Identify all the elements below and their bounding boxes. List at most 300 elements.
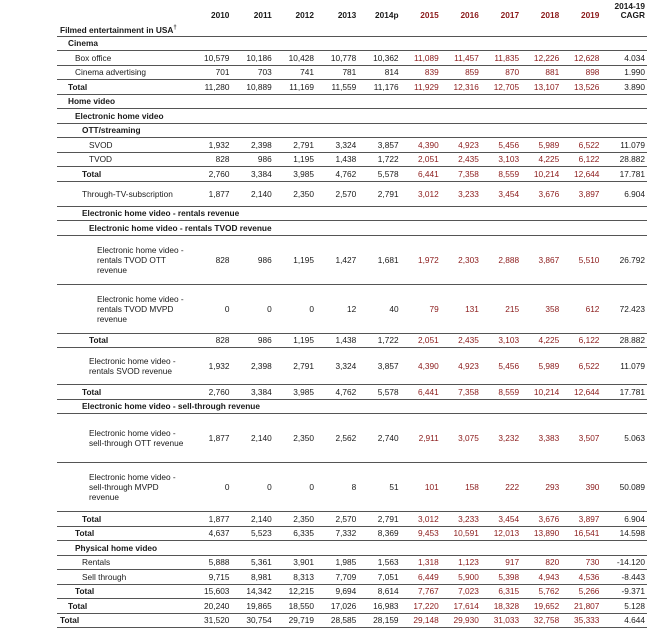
table-row <box>57 570 647 585</box>
row-label <box>57 22 647 36</box>
value-cell: 820 <box>521 555 561 570</box>
value-cell: 3,454 <box>481 181 521 206</box>
row-label <box>57 167 189 182</box>
row-label-text: Total <box>68 81 88 92</box>
value-cell: 2,791 <box>358 181 400 206</box>
row-label-text: Electronic home video - sell-through MVPD revenue <box>89 472 176 502</box>
value-cell: 986 <box>231 333 273 348</box>
value-cell: 1,123 <box>441 555 481 570</box>
value-cell: 3,867 <box>521 235 561 284</box>
value-cell: 31,033 <box>481 613 521 628</box>
table-row <box>57 206 647 221</box>
value-cell: 293 <box>521 463 561 512</box>
cagr-cell: 1.990 <box>601 65 647 80</box>
value-cell: 1,427 <box>316 235 358 284</box>
value-cell: 4,762 <box>316 385 358 400</box>
value-cell: 0 <box>274 463 316 512</box>
row-label <box>57 51 189 66</box>
value-cell: 5,523 <box>231 526 273 541</box>
value-cell: 4,225 <box>521 152 561 167</box>
cagr-cell: 17.781 <box>601 385 647 400</box>
value-cell: 19,652 <box>521 599 561 614</box>
cagr-cell: -14.120 <box>601 555 647 570</box>
value-cell: 358 <box>521 284 561 333</box>
value-cell: 6,449 <box>401 570 441 585</box>
value-cell: 3,233 <box>441 512 481 527</box>
value-cell: 215 <box>481 284 521 333</box>
year-header: 2013 <box>337 10 357 20</box>
value-cell: 1,195 <box>274 333 316 348</box>
value-cell: 5,900 <box>441 570 481 585</box>
table-row <box>57 51 647 66</box>
cagr-cell: 28.882 <box>601 152 647 167</box>
value-cell: 5,361 <box>231 555 273 570</box>
value-cell: 12 <box>316 284 358 333</box>
row-label <box>57 206 647 221</box>
table-body <box>57 22 647 628</box>
value-cell: 5,578 <box>358 167 400 182</box>
cagr-header <box>601 0 647 22</box>
value-cell: 2,140 <box>231 512 273 527</box>
value-cell: 898 <box>561 65 601 80</box>
value-cell: 4,943 <box>521 570 561 585</box>
row-label <box>57 584 189 599</box>
value-cell: 1,438 <box>316 152 358 167</box>
value-cell: 0 <box>189 284 231 333</box>
value-cell: 2,791 <box>358 512 400 527</box>
value-cell: 703 <box>231 65 273 80</box>
value-cell: 7,051 <box>358 570 400 585</box>
table-row <box>57 541 647 556</box>
value-cell: 3,384 <box>231 385 273 400</box>
table-row <box>57 22 647 36</box>
cagr-cell: 6.904 <box>601 512 647 527</box>
row-label-text: Electronic home video - sell-through revenue <box>82 401 260 412</box>
value-cell: 10,186 <box>231 51 273 66</box>
value-cell: 29,930 <box>441 613 481 628</box>
row-label-text: Home video <box>68 96 116 107</box>
value-cell: 222 <box>481 463 521 512</box>
value-cell: 4,225 <box>521 333 561 348</box>
value-cell: 6,522 <box>561 348 601 385</box>
value-cell: 5,888 <box>189 555 231 570</box>
value-cell: 3,103 <box>481 333 521 348</box>
year-header: 2014p <box>375 10 399 20</box>
value-cell: 51 <box>358 463 400 512</box>
value-cell: 2,398 <box>231 348 273 385</box>
row-label <box>57 94 647 109</box>
value-cell: 3,384 <box>231 167 273 182</box>
value-cell: 2,562 <box>316 414 358 463</box>
cagr-cell: -8.443 <box>601 570 647 585</box>
row-label-text: Cinema advertising <box>75 67 147 78</box>
value-cell: 3,897 <box>561 512 601 527</box>
value-cell: 3,075 <box>441 414 481 463</box>
value-cell: 5,578 <box>358 385 400 400</box>
row-label <box>57 109 647 124</box>
value-cell: 13,526 <box>561 80 601 95</box>
table-row <box>57 36 647 51</box>
value-cell: 7,358 <box>441 385 481 400</box>
table-row <box>57 284 647 333</box>
value-cell: 11,835 <box>481 51 521 66</box>
value-cell: 1,722 <box>358 152 400 167</box>
value-cell: 6,315 <box>481 584 521 599</box>
value-cell: 3,985 <box>274 167 316 182</box>
value-cell: 5,989 <box>521 138 561 153</box>
value-cell: 4,923 <box>441 348 481 385</box>
value-cell: 2,911 <box>401 414 441 463</box>
value-cell: 3,676 <box>521 512 561 527</box>
value-cell: 12,215 <box>274 584 316 599</box>
row-label-text: SVOD <box>89 139 113 150</box>
value-cell: 5,989 <box>521 348 561 385</box>
row-label <box>57 152 189 167</box>
table-row <box>57 613 647 628</box>
value-cell: 28,159 <box>358 613 400 628</box>
value-cell: 11,089 <box>401 51 441 66</box>
value-cell: 40 <box>358 284 400 333</box>
filmed-entertainment-table <box>57 0 647 628</box>
row-label-text: Electronic home video - rentals TVOD MVPD revenue <box>97 293 184 324</box>
value-cell: 1,195 <box>274 235 316 284</box>
row-label <box>57 123 647 138</box>
value-cell: 3,507 <box>561 414 601 463</box>
value-cell: 16,541 <box>561 526 601 541</box>
table-row <box>57 414 647 463</box>
value-cell: 11,176 <box>358 80 400 95</box>
value-cell: 2,760 <box>189 385 231 400</box>
value-cell: 2,350 <box>274 512 316 527</box>
row-label-text: Total <box>68 600 88 611</box>
footnote-marker: † <box>173 24 177 31</box>
row-label-text: Electronic home video <box>75 110 164 121</box>
value-cell: 9,453 <box>401 526 441 541</box>
value-cell: 0 <box>231 463 273 512</box>
value-cell: 6,441 <box>401 167 441 182</box>
value-cell: 612 <box>561 284 601 333</box>
year-header: 2010 <box>210 10 230 20</box>
value-cell: 1,318 <box>401 555 441 570</box>
table-row <box>57 526 647 541</box>
row-label <box>57 599 189 614</box>
year-header: 2018 <box>540 10 560 20</box>
cagr-cell: -9.371 <box>601 584 647 599</box>
value-cell: 3,857 <box>358 138 400 153</box>
row-label-text: Sell through <box>82 571 127 582</box>
value-cell: 1,563 <box>358 555 400 570</box>
cagr-cell: 11.079 <box>601 138 647 153</box>
value-cell: 4,762 <box>316 167 358 182</box>
value-cell: 9,715 <box>189 570 231 585</box>
table-row <box>57 80 647 95</box>
table-header-row <box>57 0 647 22</box>
value-cell: 6,335 <box>274 526 316 541</box>
value-cell: 3,012 <box>401 512 441 527</box>
value-cell: 701 <box>189 65 231 80</box>
value-cell: 17,220 <box>401 599 441 614</box>
table-row <box>57 512 647 527</box>
cagr-cell: 4.034 <box>601 51 647 66</box>
cagr-cell: 28.882 <box>601 333 647 348</box>
value-cell: 2,051 <box>401 152 441 167</box>
value-cell: 7,358 <box>441 167 481 182</box>
table-row <box>57 167 647 182</box>
value-cell: 10,214 <box>521 167 561 182</box>
year-header: 2011 <box>253 10 272 20</box>
value-cell: 10,889 <box>231 80 273 95</box>
cagr-cell: 26.792 <box>601 235 647 284</box>
value-cell: 10,214 <box>521 385 561 400</box>
value-cell: 2,303 <box>441 235 481 284</box>
value-cell: 1,681 <box>358 235 400 284</box>
value-cell: 1,985 <box>316 555 358 570</box>
row-label-text: Total <box>75 528 95 539</box>
row-label-text: Total <box>89 335 109 346</box>
value-cell: 1,195 <box>274 152 316 167</box>
value-cell: 3,324 <box>316 138 358 153</box>
value-cell: 4,536 <box>561 570 601 585</box>
row-label-text: Electronic home video - rentals revenue <box>82 208 240 219</box>
value-cell: 741 <box>274 65 316 80</box>
table-row <box>57 584 647 599</box>
cagr-cell: 50.089 <box>601 463 647 512</box>
value-cell: 1,877 <box>189 414 231 463</box>
value-cell: 3,324 <box>316 348 358 385</box>
row-label-text: Box office <box>75 52 112 63</box>
value-cell: 828 <box>189 333 231 348</box>
cagr-cell: 11.079 <box>601 348 647 385</box>
row-label <box>57 284 189 333</box>
value-cell: 2,398 <box>231 138 273 153</box>
row-label <box>57 138 189 153</box>
row-label <box>57 221 647 236</box>
value-cell: 1,722 <box>358 333 400 348</box>
value-cell: 8,981 <box>231 570 273 585</box>
cagr-cell: 14.598 <box>601 526 647 541</box>
cagr-cell: 3.890 <box>601 80 647 95</box>
table-row <box>57 385 647 400</box>
value-cell: 1,877 <box>189 181 231 206</box>
value-cell: 8,559 <box>481 167 521 182</box>
table-row <box>57 235 647 284</box>
value-cell: 2,740 <box>358 414 400 463</box>
value-cell: 5,266 <box>561 584 601 599</box>
value-cell: 917 <box>481 555 521 570</box>
value-cell: 21,807 <box>561 599 601 614</box>
value-cell: 10,362 <box>358 51 400 66</box>
row-label-text: Electronic home video - rentals TVOD OTT revenue <box>97 244 184 275</box>
value-cell: 5,456 <box>481 348 521 385</box>
value-cell: 9,694 <box>316 584 358 599</box>
value-cell: 31,520 <box>189 613 231 628</box>
value-cell: 2,570 <box>316 181 358 206</box>
value-cell: 2,350 <box>274 414 316 463</box>
row-label-text: Cinema <box>68 38 98 49</box>
value-cell: 29,719 <box>274 613 316 628</box>
value-cell: 2,888 <box>481 235 521 284</box>
value-cell: 7,767 <box>401 584 441 599</box>
value-cell: 881 <box>521 65 561 80</box>
value-cell: 35,333 <box>561 613 601 628</box>
value-cell: 12,226 <box>521 51 561 66</box>
value-cell: 11,929 <box>401 80 441 95</box>
row-label-text: Total <box>82 168 102 179</box>
row-label-text: TVOD <box>89 154 113 165</box>
cagr-label: CAGR <box>620 10 645 20</box>
row-label-text: Total <box>82 386 102 397</box>
value-cell: 1,932 <box>189 138 231 153</box>
value-cell: 11,169 <box>274 80 316 95</box>
table-row <box>57 65 647 80</box>
value-cell: 18,550 <box>274 599 316 614</box>
value-cell: 15,603 <box>189 584 231 599</box>
value-cell: 14,342 <box>231 584 273 599</box>
row-label-text: Total <box>75 586 95 597</box>
row-label-text: Through-TV-subscription <box>82 188 173 199</box>
table-row <box>57 152 647 167</box>
value-cell: 30,754 <box>231 613 273 628</box>
value-cell: 28,585 <box>316 613 358 628</box>
table-row <box>57 463 647 512</box>
value-cell: 828 <box>189 152 231 167</box>
cagr-cell: 6.904 <box>601 181 647 206</box>
value-cell: 12,316 <box>441 80 481 95</box>
table-row <box>57 555 647 570</box>
value-cell: 3,383 <box>521 414 561 463</box>
row-label-text: OTT/streaming <box>82 125 141 136</box>
value-cell: 1,972 <box>401 235 441 284</box>
table-row <box>57 109 647 124</box>
table-row <box>57 181 647 206</box>
value-cell: 3,676 <box>521 181 561 206</box>
table-row <box>57 221 647 236</box>
cagr-cell: 5.128 <box>601 599 647 614</box>
value-cell: 3,985 <box>274 385 316 400</box>
value-cell: 2,435 <box>441 333 481 348</box>
value-cell: 7,709 <box>316 570 358 585</box>
row-label <box>57 65 189 80</box>
row-label-text: Physical home video <box>75 542 158 553</box>
row-label <box>57 181 189 206</box>
value-cell: 12,705 <box>481 80 521 95</box>
value-cell: 2,140 <box>231 181 273 206</box>
value-cell: 7,023 <box>441 584 481 599</box>
value-cell: 2,791 <box>274 138 316 153</box>
cagr-period: 2014-19 <box>614 1 645 11</box>
year-header: 2016 <box>460 10 479 20</box>
row-label-text: Rentals <box>82 557 111 568</box>
value-cell: 814 <box>358 65 400 80</box>
value-cell: 986 <box>231 152 273 167</box>
value-cell: 8,369 <box>358 526 400 541</box>
value-cell: 8,559 <box>481 385 521 400</box>
year-header: 2012 <box>295 10 314 20</box>
row-label-text: Total <box>60 615 80 626</box>
value-cell: 2,570 <box>316 512 358 527</box>
value-cell: 4,390 <box>401 138 441 153</box>
value-cell: 10,778 <box>316 51 358 66</box>
value-cell: 5,762 <box>521 584 561 599</box>
value-cell: 13,890 <box>521 526 561 541</box>
value-cell: 8,313 <box>274 570 316 585</box>
value-cell: 4,637 <box>189 526 231 541</box>
value-cell: 986 <box>231 235 273 284</box>
value-cell: 29,148 <box>401 613 441 628</box>
row-label <box>57 414 189 463</box>
table-row <box>57 599 647 614</box>
row-label <box>57 555 189 570</box>
value-cell: 12,644 <box>561 385 601 400</box>
table-row <box>57 333 647 348</box>
row-label <box>57 526 189 541</box>
value-cell: 12,628 <box>561 51 601 66</box>
row-label <box>57 80 189 95</box>
row-label <box>57 463 189 512</box>
value-cell: 2,435 <box>441 152 481 167</box>
year-header: 2017 <box>500 10 520 20</box>
row-label-text: Electronic home video - sell-through OTT revenue <box>89 428 184 448</box>
value-cell: 4,923 <box>441 138 481 153</box>
value-cell: 32,758 <box>521 613 561 628</box>
value-cell: 4,390 <box>401 348 441 385</box>
table-row <box>57 94 647 109</box>
value-cell: 3,232 <box>481 414 521 463</box>
value-cell: 6,122 <box>561 333 601 348</box>
row-label <box>57 235 189 284</box>
row-label <box>57 399 647 414</box>
value-cell: 5,510 <box>561 235 601 284</box>
table-row <box>57 138 647 153</box>
value-cell: 3,857 <box>358 348 400 385</box>
value-cell: 8 <box>316 463 358 512</box>
row-label <box>57 512 189 527</box>
value-cell: 3,901 <box>274 555 316 570</box>
row-label-text: Electronic home video - rentals TVOD revenue <box>89 222 272 233</box>
value-cell: 7,332 <box>316 526 358 541</box>
value-cell: 131 <box>441 284 481 333</box>
value-cell: 5,398 <box>481 570 521 585</box>
row-label-text: Electronic home video - rentals SVOD revenue <box>89 356 176 376</box>
value-cell: 10,428 <box>274 51 316 66</box>
row-label <box>57 570 189 585</box>
row-label <box>57 613 189 628</box>
value-cell: 2,350 <box>274 181 316 206</box>
cagr-cell: 5.063 <box>601 414 647 463</box>
value-cell: 101 <box>401 463 441 512</box>
table-row <box>57 123 647 138</box>
row-label-text: Filmed entertainment in USA <box>60 24 174 35</box>
value-cell: 859 <box>441 65 481 80</box>
value-cell: 10,591 <box>441 526 481 541</box>
cagr-cell: 72.423 <box>601 284 647 333</box>
header-label-cell <box>57 0 189 22</box>
value-cell: 3,233 <box>441 181 481 206</box>
value-cell: 3,454 <box>481 512 521 527</box>
value-cell: 12,013 <box>481 526 521 541</box>
value-cell: 79 <box>401 284 441 333</box>
value-cell: 1,932 <box>189 348 231 385</box>
value-cell: 0 <box>189 463 231 512</box>
value-cell: 730 <box>561 555 601 570</box>
value-cell: 6,122 <box>561 152 601 167</box>
row-label <box>57 36 647 51</box>
value-cell: 1,438 <box>316 333 358 348</box>
value-cell: 2,051 <box>401 333 441 348</box>
value-cell: 19,865 <box>231 599 273 614</box>
year-header: 2015 <box>420 10 439 20</box>
value-cell: 18,328 <box>481 599 521 614</box>
